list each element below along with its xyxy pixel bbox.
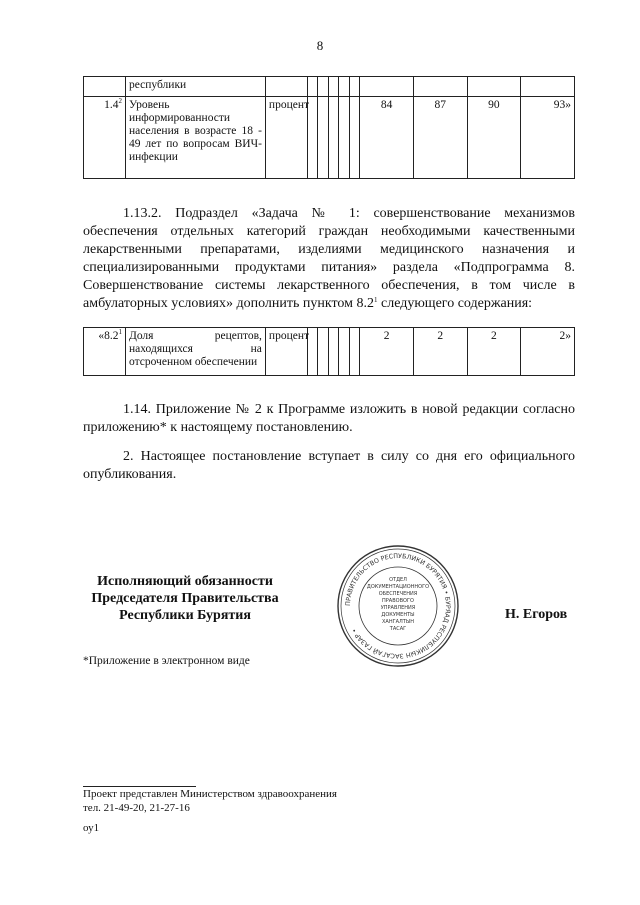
svg-text:УПРАВЛЕНИЯ: УПРАВЛЕНИЯ: [380, 605, 416, 611]
value-cell: 84: [360, 97, 414, 179]
value-cell: 90: [467, 97, 521, 179]
svg-text:ХАНГАЛТЫН: ХАНГАЛТЫН: [381, 619, 415, 625]
value-cell: 2: [413, 328, 467, 376]
footer-project-note: Проект представлен Министерством здравоохранения: [83, 788, 337, 800]
indicator-name-cell: Уровень информированности населения в возрасте 18 - 49 лет по вопросам ВИЧ-инфекции: [125, 97, 265, 179]
unit-cell: процент: [265, 328, 307, 376]
value-cell: 2: [360, 328, 414, 376]
table-row: [84, 328, 575, 376]
indicator-name-cell: республики: [125, 77, 265, 97]
official-seal: [335, 543, 461, 669]
svg-text:ПРАВОВОГО: ПРАВОВОГО: [382, 598, 414, 604]
indicator-number-cell: «$8.2^1$: [84, 328, 126, 376]
indicator-name-cell: Доля рецептов, находящихся на отсроченном обеспечении: [125, 328, 265, 376]
value-cell: 93»: [521, 97, 575, 179]
svg-text:ДОКУМЕНТАЦИОННОГО: ДОКУМЕНТАЦИОННОГО: [366, 584, 430, 590]
footer-divider: [83, 786, 196, 787]
svg-text:ТАСАГ: ТАСАГ: [389, 626, 407, 632]
paragraph-1-14: 1.14. Приложение № 2 к Программе изложить в новой редакции согласно приложению* к настоящему постановлению.: [83, 402, 575, 435]
indicator-number-cell: $1.4^2$: [84, 97, 126, 179]
table-row: [84, 77, 575, 97]
value-cell: 2: [467, 328, 521, 376]
footer-code: оу1: [83, 822, 100, 834]
value-cell: 87: [413, 97, 467, 179]
indicator-table-new-item: [83, 327, 575, 376]
paragraph-1-13-2: 1.13.2. Подраздел «Задача № 1: совершенствование механизмов обеспечения отдельных категорий граждан необходимыми качественными лекарственными препаратами, изделиями медицинского назначения и специализированными продуктами питания» раздела «Подпрограмма 8. Совершенствование системы лекарственного обеспечения, в том числе в амбулаторных условиях» дополнить пунктом $8.2^1$ следующего содержания:: [83, 206, 575, 311]
paragraph-2: 2. Настоящее постановление вступает в силу со дня его официального опубликования.: [83, 449, 575, 482]
page-number: 8: [316, 38, 324, 53]
svg-text:ДОКУМЕНТЫ: ДОКУМЕНТЫ: [381, 612, 415, 618]
seal-ring-text: ПРАВИТЕЛЬСТВО РЕСПУБЛИКИ БУРЯТИЯ • БУРЯАД РЕСПУБЛИКЫН ЗАСАГАЙ ГАЗАР •: [344, 552, 452, 660]
svg-text:ОБЕСПЕЧЕНИЯ: ОБЕСПЕЧЕНИЯ: [378, 591, 418, 597]
signer-name: Н. Егоров: [505, 607, 568, 622]
value-cell: 2»: [521, 328, 575, 376]
table-row: [84, 97, 575, 179]
indicators-table-continued: [83, 76, 575, 179]
appendix-note: *Приложение в электронном виде: [83, 655, 250, 667]
svg-text:ОТДЕЛ: ОТДЕЛ: [389, 577, 407, 583]
signature-title: Исполняющий обязанности Председателя Правительства Республики Бурятия: [91, 574, 279, 623]
footer-phone: тел. 21-49-20, 21-27-16: [83, 802, 190, 814]
unit-cell: процент: [265, 97, 307, 179]
